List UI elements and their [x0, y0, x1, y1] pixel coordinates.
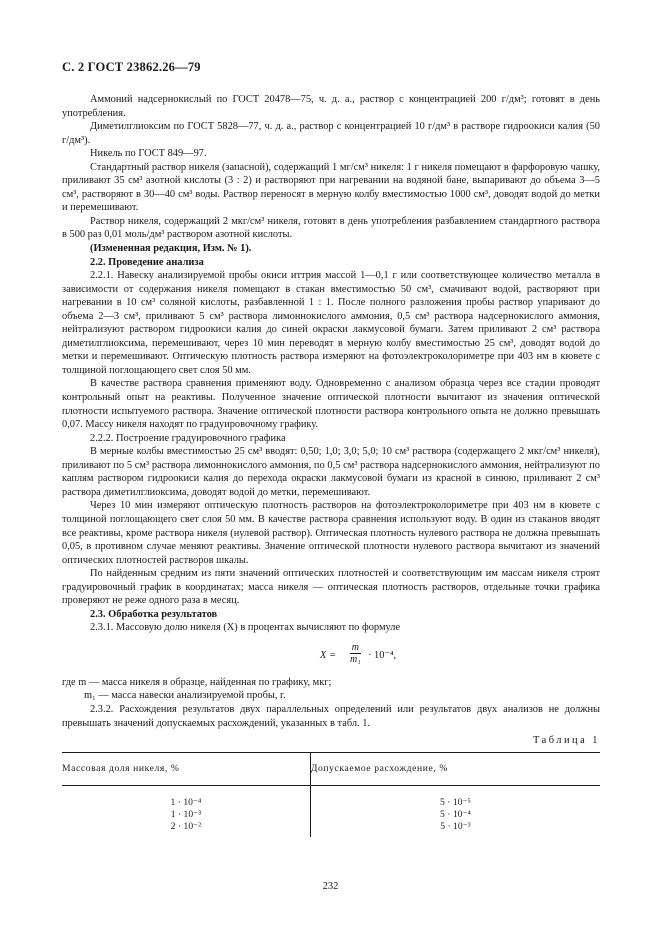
paragraph: Диметилглиоксим по ГОСТ 5828—77, ч. д. а., раствор с концентрацией 10 г/дм³ в растворе гидроокиси калия (50 г/дм³).	[62, 121, 600, 146]
paragraph: 2.3.2. Расхождения результатов двух параллельных определений или результатов двух анализов не должны превышать значений допускаемых расхождений, указанных в табл. 1.	[62, 703, 600, 729]
paragraph: Раствор никеля, содержащий 2 мкг/см³ никеля, готовят в день употребления разбавлением стандартного раствора в 500 раз 0,01 моль/дм³ раствором азотной кислоты.	[62, 215, 600, 241]
page-number: 232	[322, 881, 339, 892]
table-row	[62, 821, 600, 837]
formula-legend	[62, 676, 600, 703]
formula-denominator: m₁	[350, 653, 361, 665]
table-caption: Таблица 1	[533, 735, 600, 747]
paragraph: Стандартный раствор никеля (запасной), содержащий 1 мг/см³ никеля: 1 г никеля помещают в фарфоровую чашку, приливают 35 см³ азотной кислоты (3 : 2) и растворяют при нагревании на водяной бане, выпаривают до объема 3—5 см³, растворяют в 30—40 см³ воды. Раствор переносят в мерную колбу вместимостью 1000 см³, доводят водой до метки и перемешивают.	[62, 161, 600, 214]
table-header-row	[62, 752, 600, 786]
paragraph: 2.3.1. Массовую долю никеля (X) в процентах вычисляют по формуле	[90, 622, 401, 634]
section-heading: 2.2. Проведение анализа	[90, 256, 204, 268]
legend-line: m₁ — масса навески анализируемой пробы, г.	[84, 690, 286, 702]
paragraph: В мерные колбы вместимостью 25 см³ вводят: 0,50; 1,0; 3,0; 5,0; 10 см³ раствора (содержащего 2 мкг/см³ никеля), приливают по 5 см³ раствора лимоннокислого аммония, по 0,5 см³ раствора надсернокислого аммония, нейтрализуют по каплям раствором гидроокиси калия до перехода окраски лакмусовой бумаги из красной в синюю, приливают 2 см³ раствора диметилглиоксима, доводят водой до метки, перемешивают.	[62, 446, 600, 498]
table-cell: 1 · 10⁻⁴	[62, 786, 310, 810]
paragraph: Никель по ГОСТ 849—97.	[90, 148, 207, 160]
column-header: Допускаемое расхождение, %	[310, 752, 600, 786]
formula-fraction	[350, 642, 361, 665]
table-cell: 2 · 10⁻²	[62, 821, 310, 837]
table-row	[62, 786, 600, 810]
legend-line: где m — масса никеля в образце, найденная по графику, мкг;	[62, 676, 332, 688]
paragraph: Аммоний надсернокислый по ГОСТ 20478—75, ч. д. а., раствор с концентрацией 200 г/дм³; готовят в день употребления.	[62, 94, 600, 119]
section-heading: 2.3. Обработка результатов	[90, 608, 218, 620]
formula-rhs: · 10⁻⁴,	[368, 649, 397, 661]
column-header: Массовая доля никеля, %	[62, 752, 310, 786]
formula	[62, 642, 600, 670]
formula-lhs: X =	[320, 649, 336, 661]
subsection-heading: 2.2.2. Построение градуировочного графика	[90, 432, 286, 444]
paragraph: Через 10 мин измеряют оптическую плотность растворов на фотоэлектроколориметре при 403 нм в кювете с толщиной поглощающего свет слоя 50 мм. В качестве раствора сравнения используют воду. В один из стаканов вводят все реактивы, кроме раствора никеля (нулевой раствор). Оптическая плотность нулевого раствора не должна превышать 0,05, в противном случае меняют реактивы. Значение оптической плотности нулевого раствора вычитают из значений оптических плотностей растворов шкалы.	[62, 500, 600, 566]
amendment-note: (Измененная редакция, Изм. № 1).	[90, 243, 252, 255]
document-body	[62, 93, 600, 837]
data-table	[62, 752, 600, 838]
page-header: С. 2 ГОСТ 23862.26—79	[62, 60, 201, 74]
paragraph: 2.2.1. Навеску анализируемой пробы окиси иттрия массой 1—0,1 г или соответствующее количество металла в зависимости от содержания никеля помещают в стакан вместимостью 50 см³, смачивают водой, растворяют при нагревании в 10 см³ соляной кислоты, разбавленной 1 : 1. После полного разложения пробы раствор упаривают до объема 2—3 см³, приливают 5 см³ раствора лимоннокислого аммония, 0,5 см³ раствора надсернокислого аммония, нейтрализуют раствором гидроокиси калия до синей окраски лакмусовой бумаги. Затем приливают 2 см³ раствора диметилглиоксима, перемешивают, через 10 мин переводят в мерную колбу вместимостью 25 см³, доводят водой до метки и перемешивают. Оптическую плотность раствора измеряют на фотоэлектроколориметре при 403 нм в кювете с толщиной поглощающего свет слоя 50 мм.	[62, 270, 600, 376]
table-cell: 5 · 10⁻³	[440, 821, 471, 833]
table-row	[62, 809, 600, 821]
paragraph: В качестве раствора сравнения применяют воду. Одновременно с анализом образца через все стадии проводят контрольный опыт на реактивы. Полученное значение оптической плотности вычитают из значения оптической плотности испытуемого раствора. Значение оптической плотности раствора контрольного опыта не должно превышать 0,07. Массу никеля находят по градуировочному графику.	[62, 378, 600, 431]
paragraph: По найденным средним из пяти значений оптических плотностей и соответствующим им массам никеля строят градуировочный график в координатах; масса никеля — оптическая плотность растворов, отдельные точки графика проверяют не реже одного раза в месяц.	[62, 568, 600, 607]
formula-numerator: m	[351, 641, 359, 653]
table-cell: 5 · 10⁻⁵	[440, 797, 471, 809]
table-cell: 5 · 10⁻⁴	[440, 809, 471, 821]
table-cell: 1 · 10⁻³	[62, 809, 310, 821]
